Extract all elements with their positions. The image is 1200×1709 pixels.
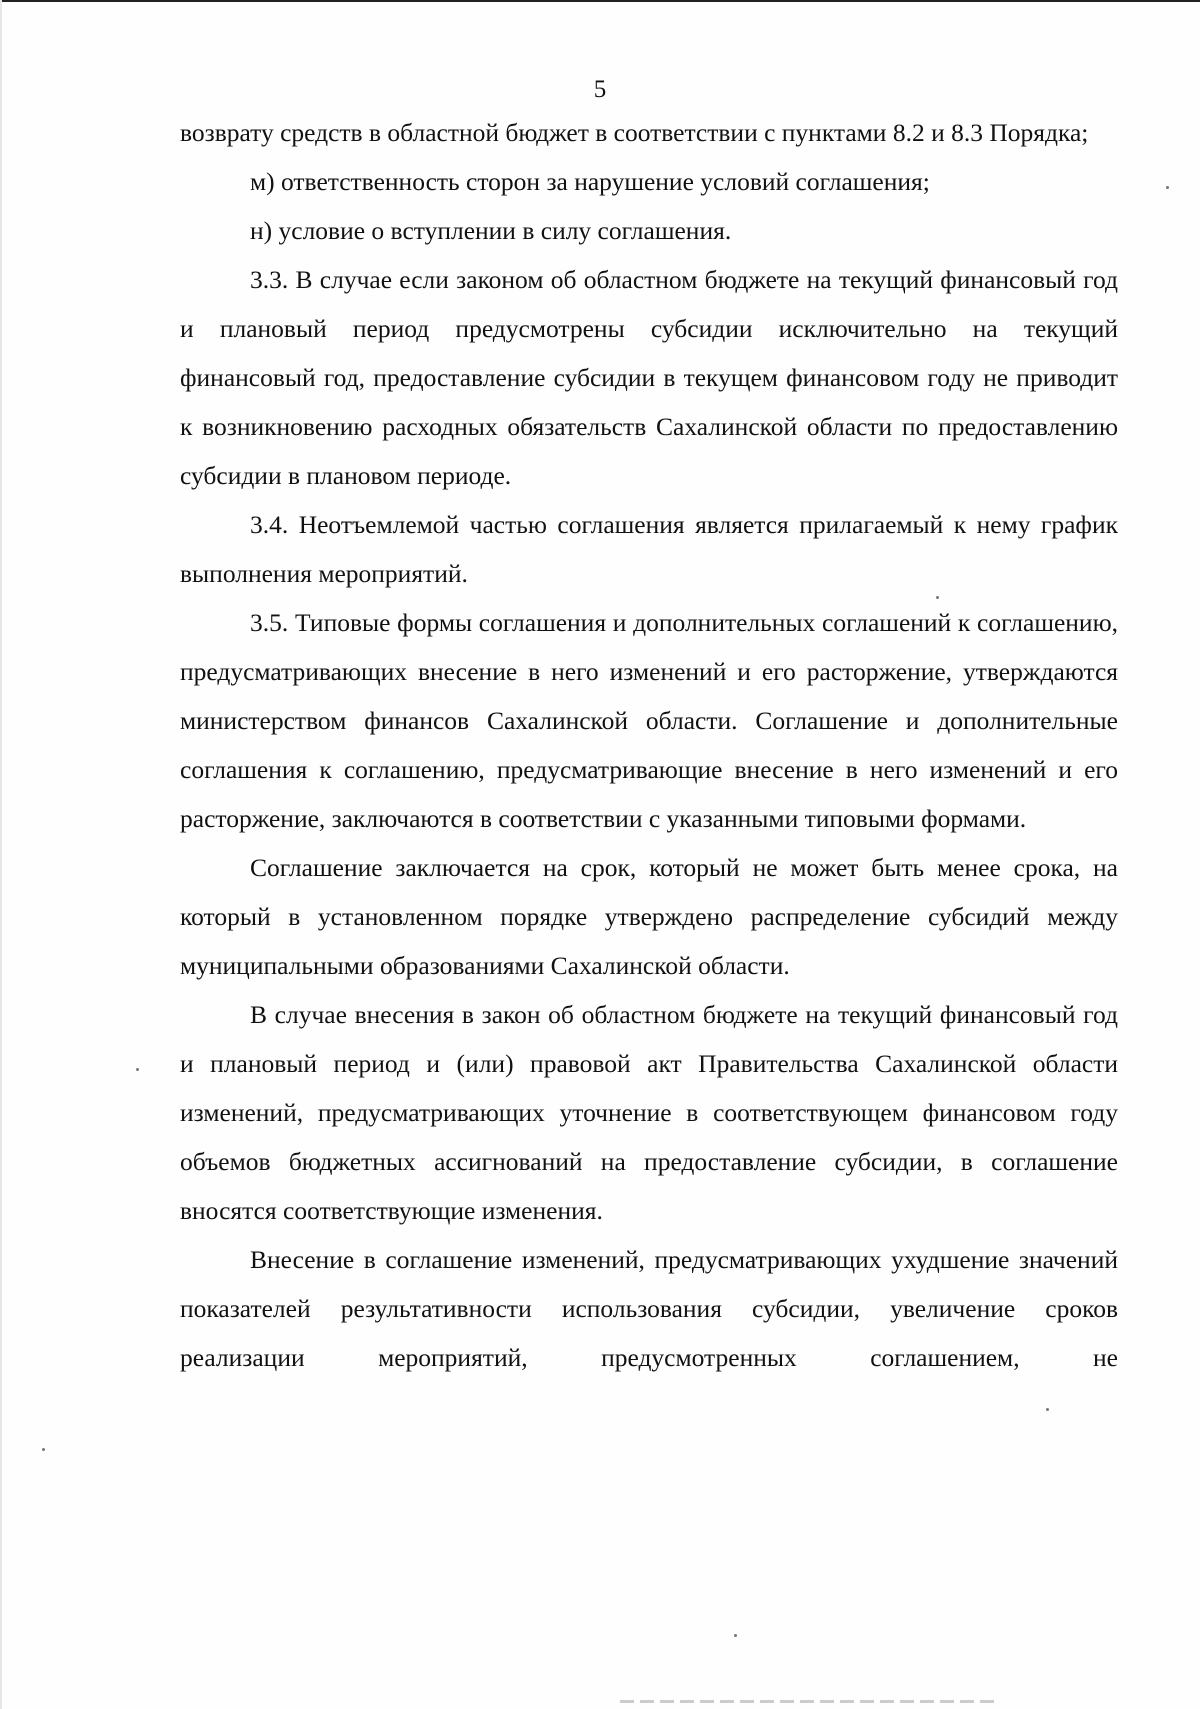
scan-speck bbox=[936, 596, 939, 599]
paragraph-agreement-term: Соглашение заключается на срок, который не может быть менее срока, на который в установленном порядке утверждено распределение субсидий между муниципальными образованиями Сахалинской области. bbox=[180, 853, 1118, 980]
paragraph-3-5: 3.5. Типовые формы соглашения и дополнительных соглашений к соглашению, предусматривающих внесение в него изменений и его расторжение, утверждаются министерством финансов Сахалинской области. Соглашение и дополнительные соглашения к соглашению, предусматривающие внесение в него изменений и его расторжение, заключаются в соответствии с указанными типовыми формами. bbox=[180, 608, 1118, 833]
scan-speck bbox=[42, 1448, 45, 1451]
scan-artifact-bottom bbox=[620, 1700, 1000, 1703]
paragraph-amendment-restrictions: Внесение в соглашение изменений, предусматривающих ухудшение значений показателей результативности использования субсидии, увеличение сроков реализации мероприятий, предусмотренных соглашением, не bbox=[180, 1245, 1118, 1372]
top-border-line bbox=[0, 0, 1200, 2]
scan-speck bbox=[136, 1068, 139, 1071]
scan-speck bbox=[1166, 186, 1169, 189]
left-edge-shadow bbox=[0, 0, 2, 1709]
scan-speck bbox=[734, 1634, 737, 1637]
paragraph-budget-changes: В случае внесения в закон об областном бюджете на текущий финансовый год и плановый период и (или) правовой акт Правительства Сахалинской области изменений, предусматривающих уточнение в соответствующем финансовом году объемов бюджетных ассигнований на предоставление субсидии, в соглашение вносятся соответствующие изменения. bbox=[180, 1000, 1118, 1225]
scan-speck bbox=[1046, 1408, 1049, 1411]
paragraph-3-4: 3.4. Неотъемлемой частью соглашения является прилагаемый к нему график выполнения мероприятий. bbox=[180, 510, 1118, 588]
body-text bbox=[180, 108, 1118, 1382]
paragraph-3-3: 3.3. В случае если законом об областном бюджете на текущий финансовый год и плановый период предусмотрены субсидии исключительно на текущий финансовый год, предоставление субсидии в текущем финансовом году не приводит к возникновению расходных обязательств Сахалинской области по предоставлению субсидии в плановом периоде. bbox=[180, 265, 1118, 490]
paragraph-continuation: возврату средств в областной бюджет в соответствии с пунктами 8.2 и 8.3 Порядка; bbox=[180, 118, 1089, 147]
paragraph-item-n: н) условие о вступлении в силу соглашения. bbox=[250, 216, 732, 245]
paragraph-item-m: м) ответственность сторон за нарушение условий соглашения; bbox=[250, 167, 930, 196]
page-number: 5 bbox=[593, 76, 607, 103]
